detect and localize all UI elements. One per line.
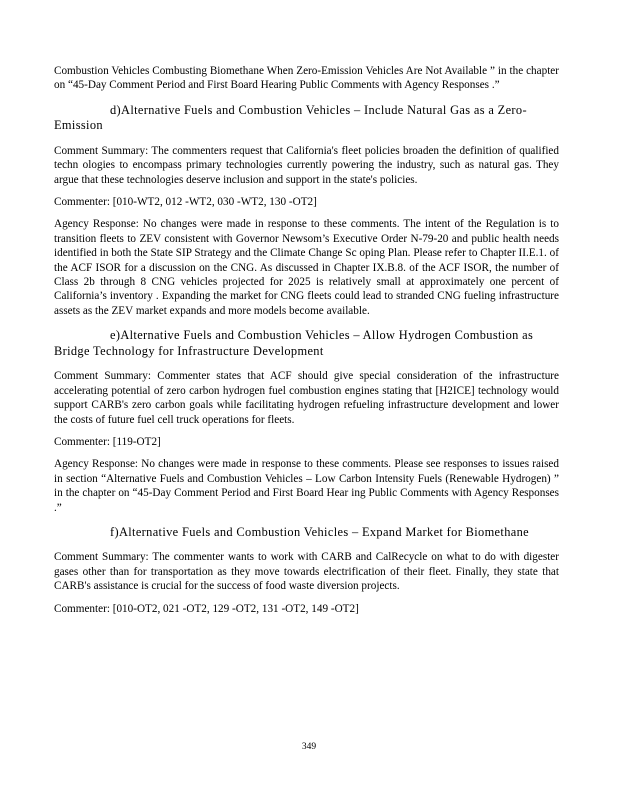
- section-heading-f-text: f)Alternative Fuels and Combustion Vehicles – Expand Market for Biomethane: [110, 524, 529, 539]
- comment-summary-e: Comment Summary: Commenter states that ACF should give special consideration of the infrastructure accelerating potential of zero carbon hydrogen fuel combustion engines stating that [H2ICE] technology would support CARB's zero carbon goals while facilitating hydrogen refueling infrastructure development and lower the costs of future fuel cell truck operations for fleets.: [54, 370, 559, 426]
- commenter-list-e: Commenter: [119-OT2]: [54, 435, 161, 448]
- page-body: [54, 64, 559, 616]
- section-heading-d-text: d)Alternative Fuels and Combustion Vehicles – Include Natural Gas as a Zero-Emission: [54, 102, 527, 133]
- page-number: 349: [301, 742, 317, 752]
- agency-response-d: Agency Response: No changes were made in response to these comments. The intent of the Regulation is to transition fleets to ZEV consistent with Governor Newsom’s Executive Order N-79-20 and public health needs identified in both the State SIP Strategy and the Climate Change Sc oping Plan. Please refer to Chapter II.E.1. of the ACF ISOR for a discussion on the CNG. As discussed in Chapter IX.B.8. of the ACF ISOR, the number of Class 2b through 8 CNG vehicles projected for 2025 is relatively small at approximately one percent of California’s inventory . Expanding the market for CNG fleets could lead to stranded CNG fueling infrastructure assets as the ZEV market expands and more models become available.: [54, 218, 559, 317]
- continuation-paragraph: Combustion Vehicles Combusting Biomethane When Zero-Emission Vehicles Are Not Available ” in the chapter on “45-Day Comment Period and First Board Hearing Public Comments with Agency Responses .”: [54, 65, 559, 92]
- section-heading-e: [54, 328, 559, 359]
- agency-response-e: Agency Response: No changes were made in response to these comments. Please see responses to issues raised in section “Alternative Fuels and Combustion Vehicles – Low Carbon Intensity Fuels (Renewable Hydrogen) ” in the chapter on “45-Day Comment Period and First Board Hear ing Public Comments with Agency Responses .”: [54, 458, 559, 514]
- section-heading-d: [54, 103, 559, 134]
- section-heading-e-text: e)Alternative Fuels and Combustion Vehicles – Allow Hydrogen Combustion as Bridge Technology for Infrastructure Development: [54, 328, 534, 358]
- commenter-list-d: Commenter: [010-WT2, 012 -WT2, 030 -WT2, 130 -OT2]: [54, 196, 317, 209]
- comment-summary-d: Comment Summary: The commenters request that California's fleet policies broaden the definition of qualified techn ologies to encompass primary technologies currently powering the industry, such as natural gas. They argue that these technologies deserve inclusion and support in the state's policies.: [54, 144, 559, 186]
- section-heading-f: [54, 525, 559, 541]
- comment-summary-f: Comment Summary: The commenter wants to work with CARB and CalRecycle on what to do with digester gases other than for transportation as they move towards electrification of their fleet. Finally, they state that CARB's assistance is crucial for the success of food waste diversion projects.: [54, 551, 559, 593]
- commenter-list-f: Commenter: [010-OT2, 021 -OT2, 129 -OT2, 131 -OT2, 149 -OT2]: [54, 602, 359, 615]
